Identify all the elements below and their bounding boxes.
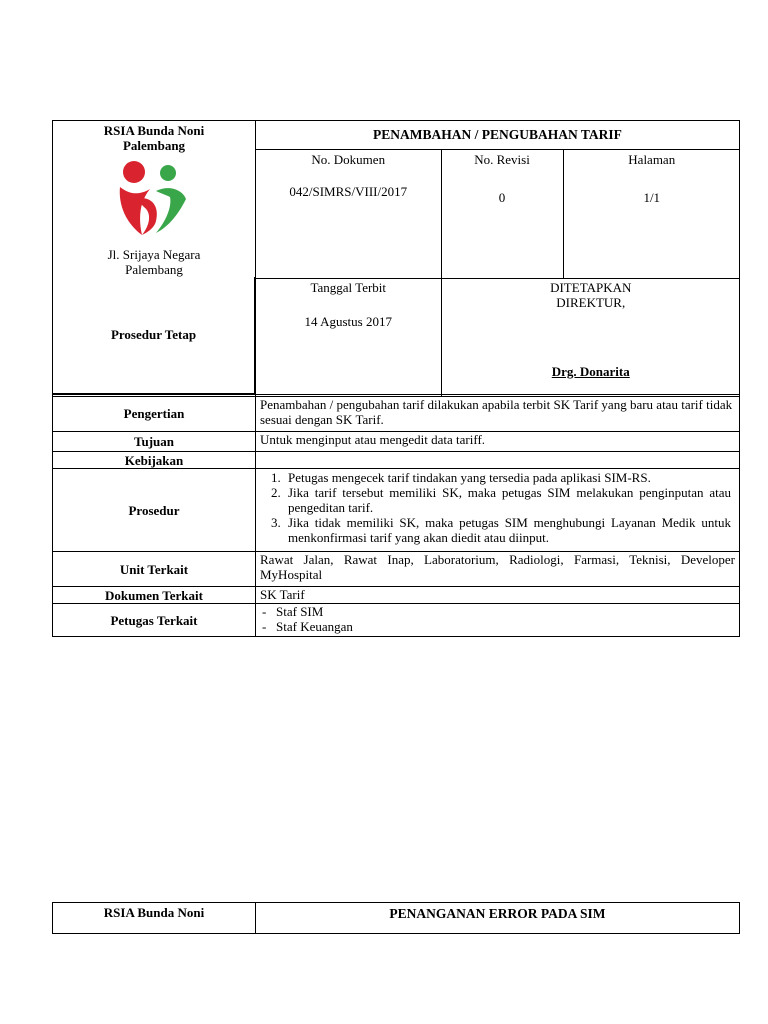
prosedur-step: 3. Jika tidak memiliki SK, maka petugas SIM menghubungi Layanan Medik untuk menkonfirmasi tarif yang akan diedit atau diinput. <box>284 515 731 545</box>
prosedur-steps-cell <box>256 469 740 552</box>
doc-header-cell <box>256 121 740 279</box>
doc-title: PENAMBAHAN / PENGUBAHAN TARIF <box>256 121 739 150</box>
prosedur-tetap-label: Prosedur Tetap <box>52 277 255 394</box>
tanggal-terbit-label: Tanggal Terbit <box>310 280 387 295</box>
no-dokumen-value: 042/SIMRS/VIII/2017 <box>289 184 408 199</box>
petugas-terkait-label: Petugas Terkait <box>53 604 256 637</box>
petugas-terkait-cell <box>256 604 740 637</box>
no-revisi-label: No. Revisi <box>474 152 530 167</box>
direktur-label: DIREKTUR, <box>556 295 626 310</box>
hospital-address: Jl. Srijaya Negara <box>107 247 201 262</box>
prosedur-list <box>260 470 731 545</box>
halaman-value: 1/1 <box>643 190 661 205</box>
kebijakan-text <box>256 452 740 469</box>
ditetapkan-cell <box>441 279 740 396</box>
hospital-address-city: Palembang <box>125 262 183 277</box>
ditetapkan-label: DITETAPKAN <box>550 280 632 295</box>
prosedur-label: Prosedur <box>53 469 256 552</box>
sop-table-penanganan-error <box>52 902 740 934</box>
hospital-city: Palembang <box>122 138 186 153</box>
petugas-item: - Staf SIM <box>260 604 735 619</box>
tujuan-text: Untuk menginput atau mengedit data tariff. <box>256 432 740 452</box>
tujuan-label: Tujuan <box>53 432 256 452</box>
no-dokumen-cell <box>256 150 441 278</box>
unit-terkait-text: Rawat Jalan, Rawat Inap, Laboratorium, Radiologi, Farmasi, Teknisi, Developer MyHospital <box>256 552 740 587</box>
doc2-title: PENANGANAN ERROR PADA SIM <box>256 903 740 934</box>
terbit-cell <box>256 279 740 397</box>
tanggal-terbit-value: 14 Agustus 2017 <box>304 314 392 329</box>
pengertian-label: Pengertian <box>53 395 256 432</box>
prosedur-step: 2. Jika tarif tersebut memiliki SK, maka petugas SIM melakukan penginputan atau pengeditan tarif. <box>284 485 731 515</box>
unit-terkait-label: Unit Terkait <box>53 552 256 587</box>
doc2-hospital-name: RSIA Bunda Noni <box>53 903 256 934</box>
kebijakan-label: Kebijakan <box>53 452 256 469</box>
petugas-item: - Staf Keuangan <box>260 619 735 634</box>
no-dokumen-label: No. Dokumen <box>311 152 386 167</box>
sop-table-body <box>52 394 740 637</box>
prosedur-step: 1. Petugas mengecek tarif tindakan yang tersedia pada aplikasi SIM-RS. <box>284 470 731 485</box>
tanggal-terbit-cell <box>256 279 441 396</box>
hospital-name: RSIA Bunda Noni <box>103 123 205 138</box>
petugas-list <box>260 604 735 634</box>
dokumen-terkait-label: Dokumen Terkait <box>53 587 256 604</box>
hospital-logo-icon <box>116 159 192 237</box>
halaman-label: Halaman <box>628 152 676 167</box>
no-revisi-cell <box>441 150 563 278</box>
direktur-name: Drg. Donarita <box>551 364 630 379</box>
dokumen-terkait-text: SK Tarif <box>256 587 740 604</box>
halaman-cell <box>563 150 740 278</box>
pengertian-text: Penambahan / pengubahan tarif dilakukan apabila terbit SK Tarif yang baru atau tarif tidak sesuai dengan SK Tarif. <box>256 395 740 432</box>
no-revisi-value: 0 <box>498 190 506 205</box>
